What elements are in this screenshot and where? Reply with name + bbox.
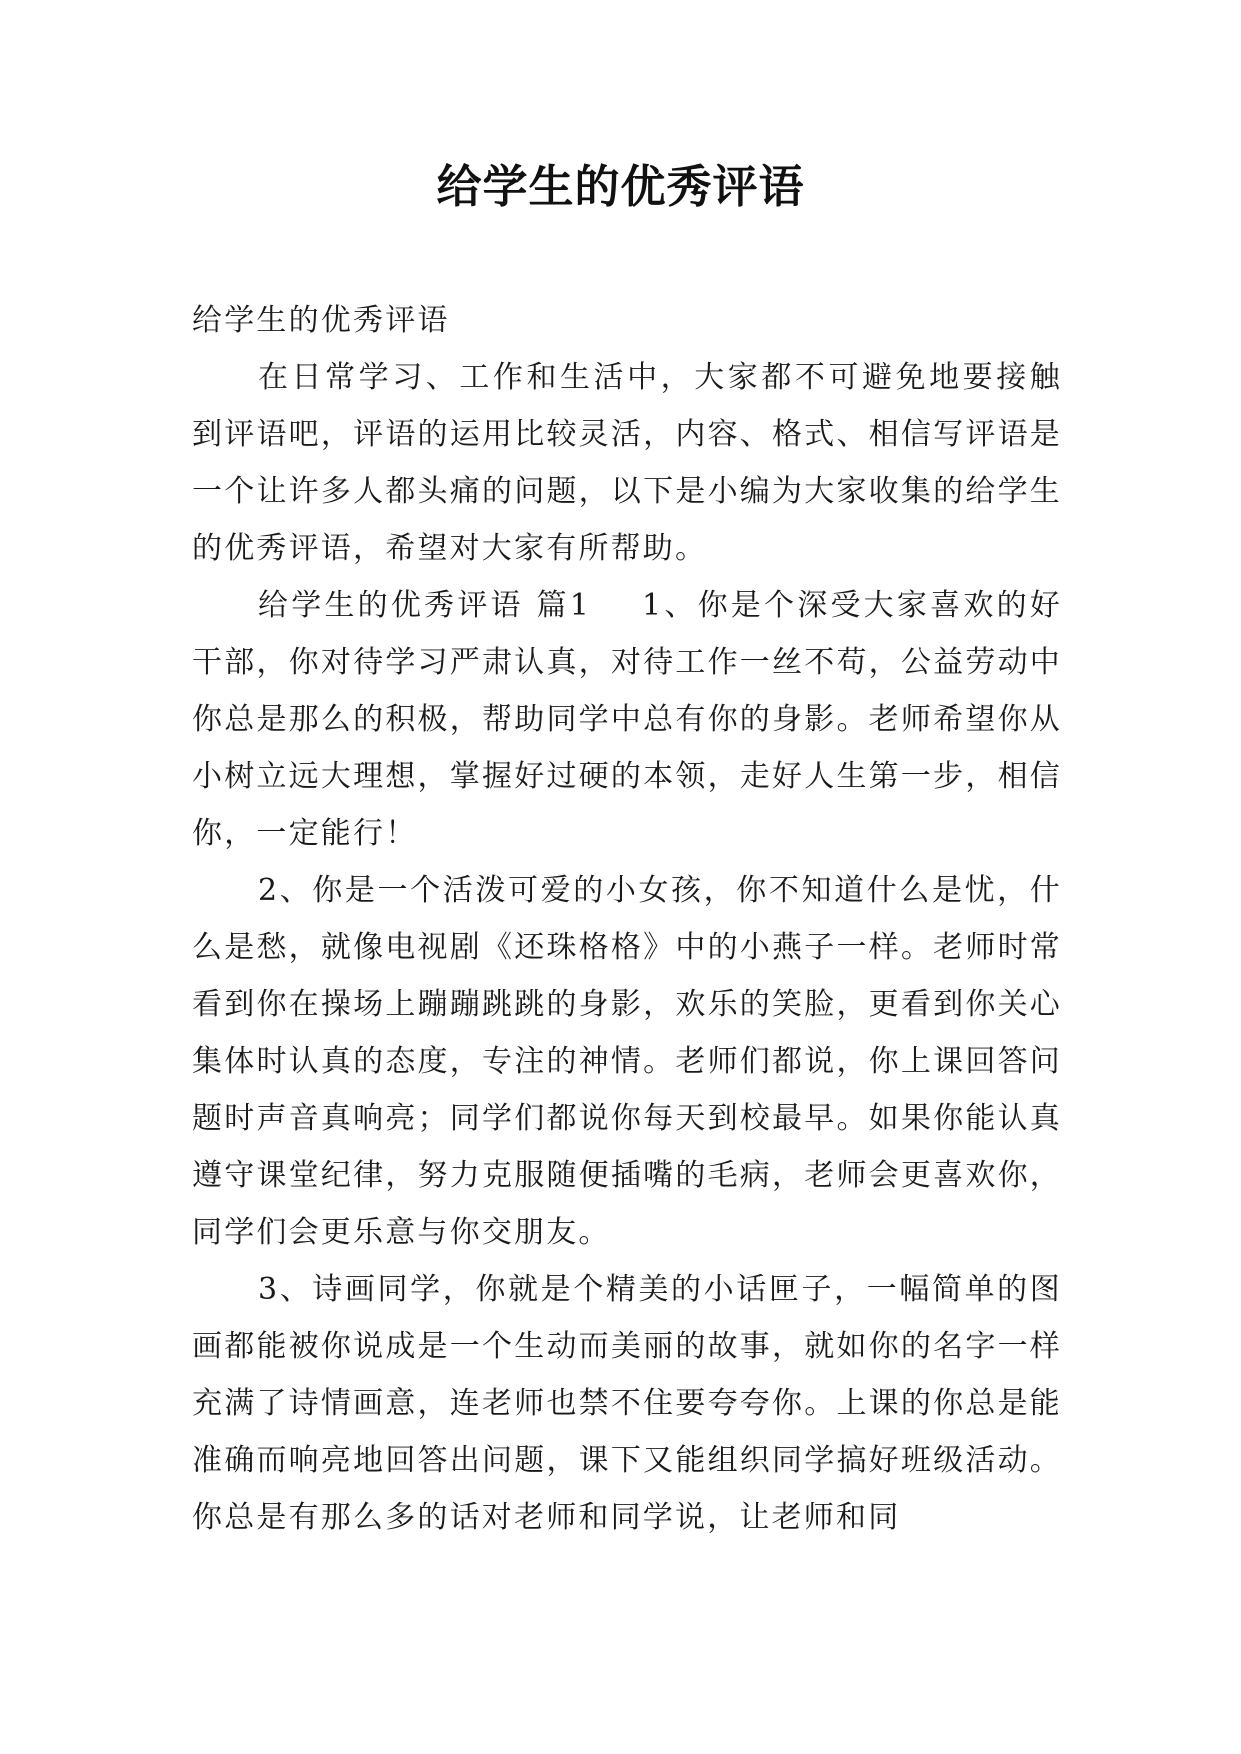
document-body: [192, 292, 1062, 1546]
document-title: 给学生的优秀评语: [436, 160, 805, 213]
paragraph-comment-3: 3、诗画同学，你就是个精美的小话匣子，一幅简单的图画都能被你说成是一个生动而美丽的故事，就如你的名字一样充满了诗情画意，连老师也禁不住要夸夸你。上课的你总是能准确而响亮地回答出问题，课下又能组织同学搞好班级活动。你总是有那么多的话对老师和同学说，让老师和同: [192, 1272, 1062, 1535]
paragraph-comment-1: 给学生的优秀评语 篇1 1、你是个深受大家喜欢的好干部，你对待学习严肃认真，对待工作一丝不苟，公益劳动中你总是那么的积极，帮助同学中总有你的身影。老师希望你从小树立远大理想，掌握好过硬的本领，走好人生第一步，相信你，一定能行！: [192, 588, 1062, 851]
document-subtitle: 给学生的优秀评语: [192, 303, 450, 338]
paragraph-intro: 在日常学习、工作和生活中，大家都不可避免地要接触到评语吧，评语的运用比较灵活，内容、格式、相信写评语是一个让许多人都头痛的问题，以下是小编为大家收集的给学生的优秀评语，希望对大家有所帮助。: [192, 360, 1062, 566]
paragraph-comment-2: 2、你是一个活泼可爱的小女孩，你不知道什么是忧，什么是愁，就像电视剧《还珠格格》中的小燕子一样。老师时常看到你在操场上蹦蹦跳跳的身影，欢乐的笑脸，更看到你关心集体时认真的态度，专注的神情。老师们都说，你上课回答问题时声音真响亮；同学们都说你每天到校最早。如果你能认真遵守课堂纪律，努力克服随便插嘴的毛病，老师会更喜欢你，同学们会更乐意与你交朋友。: [192, 873, 1062, 1250]
